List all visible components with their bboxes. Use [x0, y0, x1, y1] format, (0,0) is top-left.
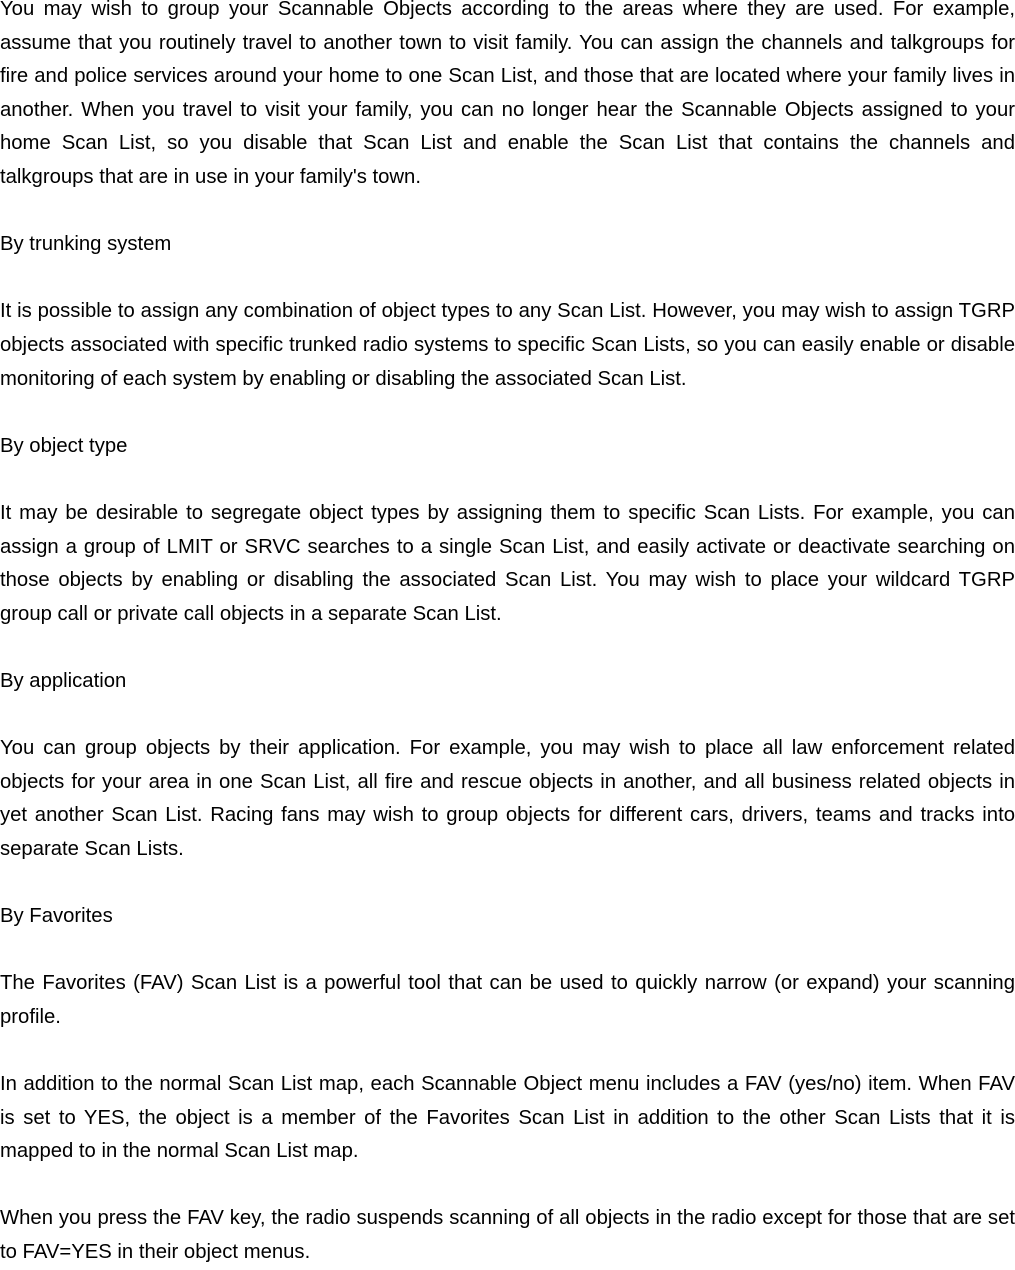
heading-by-trunking-system: By trunking system — [0, 233, 172, 256]
paragraph-favorites-map: In addition to the normal Scan List map, each Scannable Object menu includes a FAV (yes/no) item. When FAV is set to YES, the object is a member of the Favorites Scan List in addition to the other Scan Lists that it is mapped to in the normal Scan List map. — [0, 1073, 1015, 1163]
paragraph-application: You can group objects by their application. For example, you may wish to place all law enforcement related objects for your area in one Scan List, all fire and rescue objects in another, and all business related objects in yet another Scan List. Racing fans may wish to group objects for different cars, drivers, teams and tracks into separate Scan Lists. — [0, 737, 1015, 860]
paragraph-favorites-intro: The Favorites (FAV) Scan List is a powerful tool that can be used to quickly narrow (or expand) your scanning profile. — [0, 972, 1015, 1028]
heading-by-application: By application — [0, 669, 127, 692]
heading-by-object-type: By object type — [0, 434, 128, 457]
paragraph-object-type: It may be desirable to segregate object types by assigning them to specific Scan Lists. For example, you can assign a group of LMIT or SRVC searches to a single Scan List, and easily activate or deactivate searching on those objects by enabling or disabling the associated Scan List. You may wish to place your wildcard TGRP group call or private call objects in a separate Scan List. — [0, 501, 1015, 625]
paragraph-trunking-system: It is possible to assign any combination of object types to any Scan List. However, you may wish to assign TGRP objects associated with specific trunked radio systems to specific Scan Lists, so you can easily enable or disable monitoring of each system by enabling or disabling the associated Scan List. — [0, 300, 1015, 390]
paragraph-location-grouping: You may wish to group your Scannable Objects according to the areas where they are used. For example, assume that you routinely travel to another town to visit family. You can assign the channels and talkgroups for fire and police services around your home to one Scan List, and those that are located where your family lives in another. When you travel to visit your family, you can no longer hear the Scannable Objects assigned to your home Scan List, so you disable that Scan List and enable the Scan List that contains the channels and talkgroups that are in use in your family's town. — [0, 0, 1015, 188]
paragraph-fav-key: When you press the FAV key, the radio suspends scanning of all objects in the radio except for those that are set to FAV=YES in their object menus. — [0, 1207, 1015, 1263]
heading-by-favorites: By Favorites — [0, 905, 113, 928]
